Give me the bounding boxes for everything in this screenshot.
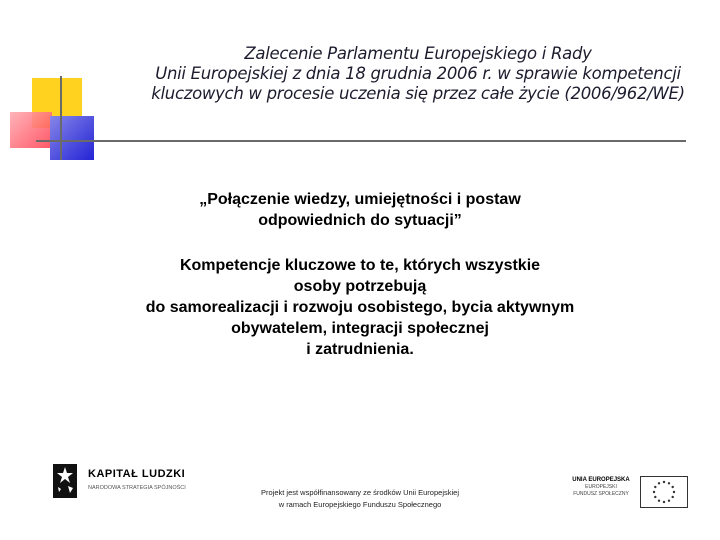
kapital-ludzki-title: KAPITAŁ LUDZKI	[88, 468, 186, 480]
body-line: Kompetencje kluczowe to te, których wszystkie	[179, 257, 541, 274]
body-line: do samorealizacji i rozwoju osobistego, bycia aktywnym	[145, 299, 575, 316]
cofinancing-line: Projekt jest współfinansowany ze środków Unii Europejskiej	[260, 488, 459, 497]
slide-title-line: Unii Europejskiej z dnia 18 grudnia 2006 r. w sprawie kompetencji	[155, 64, 681, 83]
quote-line: odpowiednich do sytuacji”	[258, 212, 462, 229]
decor-horizontal-rule	[36, 140, 686, 142]
quote-line: „Połączenie wiedzy, umiejętności i postaw	[199, 191, 521, 208]
eu-flag-icon	[640, 476, 688, 508]
kapital-ludzki-subtitle: NARODOWA STRATEGIA SPÓJNOŚCI	[88, 485, 186, 491]
slide-title-line: kluczowych w procesie uczenia się przez całe życie (2006/962/WE)	[151, 84, 685, 103]
eu-logo-text	[565, 476, 637, 498]
slide-title	[118, 44, 718, 104]
kapital-ludzki-emblem-icon	[50, 460, 80, 502]
body-line: obywatelem, integracji społecznej	[231, 320, 489, 337]
decor-blue-square-gloss	[50, 116, 94, 160]
eu-logo-line: FUNDUSZ SPOŁECZNY	[573, 491, 629, 497]
definition-quote	[120, 189, 600, 231]
eu-social-fund-logo	[565, 476, 690, 510]
decor-red-square-gloss	[10, 112, 52, 148]
slide-title-line: Zalecenie Parlamentu Europejskiego i Rady	[244, 44, 592, 63]
body-line: i zatrudnienia.	[306, 341, 414, 358]
body-line: osoby potrzebują	[293, 278, 427, 295]
kapital-ludzki-logo	[50, 460, 200, 502]
decor-vertical-rule	[60, 76, 62, 160]
cofinancing-note	[240, 487, 480, 511]
eu-logo-line: EUROPEJSKI	[585, 484, 617, 490]
eu-logo-line: UNIA EUROPEJSKA	[572, 477, 630, 483]
body-paragraph	[90, 255, 630, 360]
cofinancing-line: w ramach Europejskiego Funduszu Społecznego	[278, 500, 442, 509]
eu-stars-icon	[641, 477, 687, 507]
